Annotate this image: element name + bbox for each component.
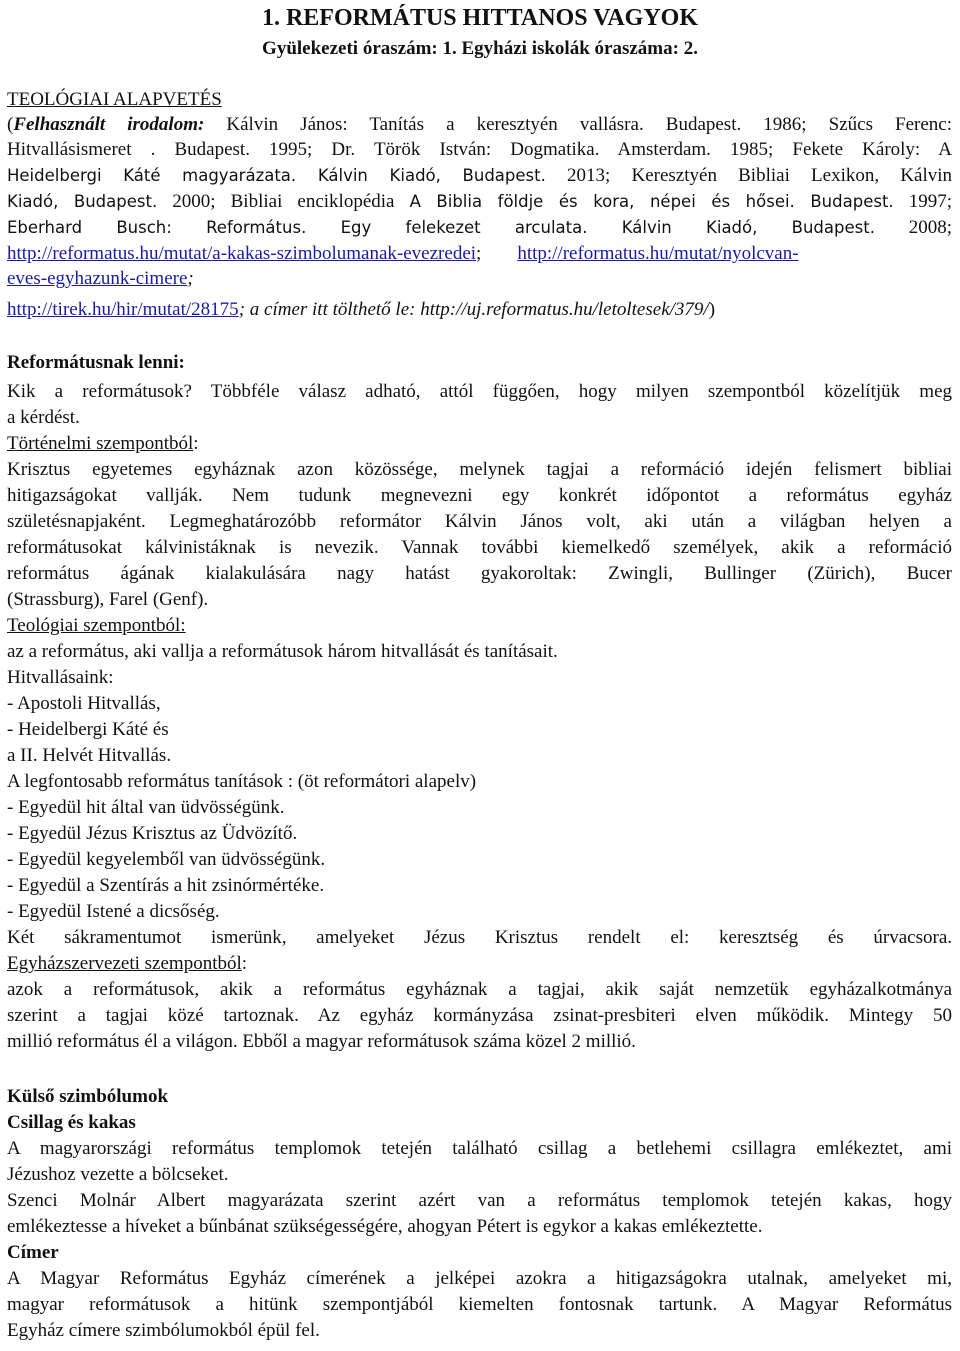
list-item: - Egyedül Jézus Krisztus az Üdvözítő. <box>7 823 298 844</box>
intro-line-2: a kérdést. <box>7 407 80 428</box>
list-item: - Heidelbergi Káté és <box>7 719 169 740</box>
church-line-1: azok a reformátusok, akik a református egyháznak a tagjai, akik saját nemzetük egyházalkotmánya <box>7 979 952 1000</box>
link-nyolcvan-eves-cimer-cont[interactable]: eves-egyhazunk-cimere <box>7 268 188 289</box>
star-line-1: A magyarországi református templomok tetején található csillag a betlehemi csillagra emlékeztet, ami <box>7 1138 952 1159</box>
bibliography-line-2: Hitvallásismeret . Budapest. 1995; Dr. Török István: Dogmatika. Amsterdam. 1985; Fekete Károly: A <box>7 139 952 160</box>
list-item: a II. Helvét Hitvallás. <box>7 745 172 766</box>
coat-line-1: A Magyar Református Egyház címerének a jelképei azokra a hitigazságokra utalnak, amelyeket mi, <box>7 1268 952 1289</box>
list-item: - Egyedül hit által van üdvösségünk. <box>7 797 285 818</box>
section-heading-kulso-szimbolumok: Külső szimbólumok <box>7 1086 169 1107</box>
sacraments-line: Két sákramentumot ismerünk, amelyeket Jézus Krisztus rendelt el: keresztség és úrvacsora. <box>7 927 952 948</box>
rooster-line-1: Szenci Molnár Albert magyarázata szerint azért van a református templomok tetején kakas, hogy <box>7 1190 952 1211</box>
list-item: - Egyedül kegyelemből van üdvösségünk. <box>7 849 326 870</box>
subheading-cimer: Címer <box>7 1242 59 1263</box>
bibliography-line-1: (Felhasznált irodalom: Kálvin János: Tanítás a keresztyén vallásra. Budapest. 1986; Szűcs Ferenc: <box>7 114 953 135</box>
teachings-label: A legfontosabb református tanítások : (öt reformátori alapelv) <box>7 771 477 792</box>
historical-line-6: (Strassburg), Farel (Genf). <box>7 589 209 610</box>
coat-line-3: Egyház címere szimbólumokból épül fel. <box>7 1320 320 1341</box>
intro-line-1: Kik a reformátusok? Többféle válasz adható, attól függően, hogy milyen szempontból közelítjük meg <box>7 381 952 402</box>
section-heading-teologiai-alapvetes: TEOLÓGIAI ALAPVETÉS <box>7 89 222 110</box>
page-subtitle: Gyülekezeti óraszám: 1. Egyházi iskolák óraszáma: 2. <box>262 38 698 59</box>
coat-line-2: magyar reformátusok a hitünk szempontjából kiemelten fontosnak tartunk. A Magyar Református <box>7 1294 952 1315</box>
church-line-2: szerint a tagjai közé tartoznak. Az egyház kormányzása zsinat-presbiteri elven működik. Mintegy 50 <box>7 1005 952 1026</box>
historical-label: Történelmi szempontból: <box>7 433 199 454</box>
bibliography-line-4: Kiadó, Budapest. 2000; Bibliai enciklopédia A Biblia földje és kora, népei és hősei. Budapest. 1997; <box>7 191 953 212</box>
rooster-line-2: emlékeztesse a híveket a bűnbánat szükségességére, ahogyan Pétert is egykor a kakas emlékeztette. <box>7 1216 763 1237</box>
historical-line-2: hitigazságokat vallják. Nem tudunk megnevezni egy konkrét időpontot a református egyház <box>7 485 952 506</box>
star-line-2: Jézushoz vezette a bölcseket. <box>7 1164 229 1185</box>
theological-line-1: az a református, aki vallja a reformátusok három hitvallását és tanításait. <box>7 641 558 662</box>
bibliography-line-6: http://reformatus.hu/mutat/a-kakas-szimbolumanak-evezredei; http://reformatus.hu/mutat/nyolcvan- <box>7 243 799 264</box>
church-line-3: millió református él a világon. Ebből a magyar reformátusok száma közel 2 millió. <box>7 1031 636 1052</box>
bibliography-line-8: http://tirek.hu/hir/mutat/28175; a címer itt tölthető le: http://uj.reformatus.hu/letoltesek/379/) <box>7 299 716 320</box>
section-heading-reformatusnak-lenni: Reformátusnak lenni: <box>7 352 185 373</box>
link-nyolcvan-eves-cimer[interactable]: http://reformatus.hu/mutat/nyolcvan- <box>517 243 799 264</box>
historical-line-5: református ágának kialakulására nagy hatást gyakoroltak: Zwingli, Bullinger (Zürich), Bucer <box>7 563 952 584</box>
bibliography-line-5: Eberhard Busch: Református. Egy felekezet arculata. Kálvin Kiadó, Budapest. 2008; <box>7 217 952 238</box>
link-tirek[interactable]: http://tirek.hu/hir/mutat/28175 <box>7 299 239 320</box>
list-item: - Egyedül a Szentírás a hit zsinórmértéke. <box>7 875 325 896</box>
theological-label: Teológiai szempontból: <box>7 615 186 636</box>
bibliography-line-3: Heidelbergi Káté magyarázata. Kálvin Kiadó, Budapest. 2013; Keresztyén Bibliai Lexikon, Kálvin <box>7 165 952 186</box>
link-kakas-szimbolum[interactable]: http://reformatus.hu/mutat/a-kakas-szimbolumanak-evezredei <box>7 243 477 264</box>
historical-line-3: születésnapjaként. Legmeghatározóbb reformátor Kálvin János volt, aki után a világban helyen a <box>7 511 952 532</box>
list-item: - Egyedül Istené a dicsőség. <box>7 901 220 922</box>
church-label: Egyházszervezeti szempontból: <box>7 953 248 974</box>
bibliography-label: Felhasznált irodalom: <box>13 114 205 135</box>
subheading-csillag-es-kakas: Csillag és kakas <box>7 1112 136 1133</box>
historical-line-4: reformátusokat kálvinistáknak is nevezik. Vannak további kiemelkedő személyek, akik a reformáció <box>7 537 952 558</box>
historical-line-1: Krisztus egyetemes egyháznak azon közössége, melynek tagjai a reformáció idején felismert bibliai <box>7 459 952 480</box>
bibliography-line-7: eves-egyhazunk-cimere; <box>7 268 194 289</box>
confessions-label: Hitvallásaink: <box>7 667 114 688</box>
list-item: - Apostoli Hitvallás, <box>7 693 161 714</box>
page-title: 1. REFORMÁTUS HITTANOS VAGYOK <box>261 5 699 31</box>
